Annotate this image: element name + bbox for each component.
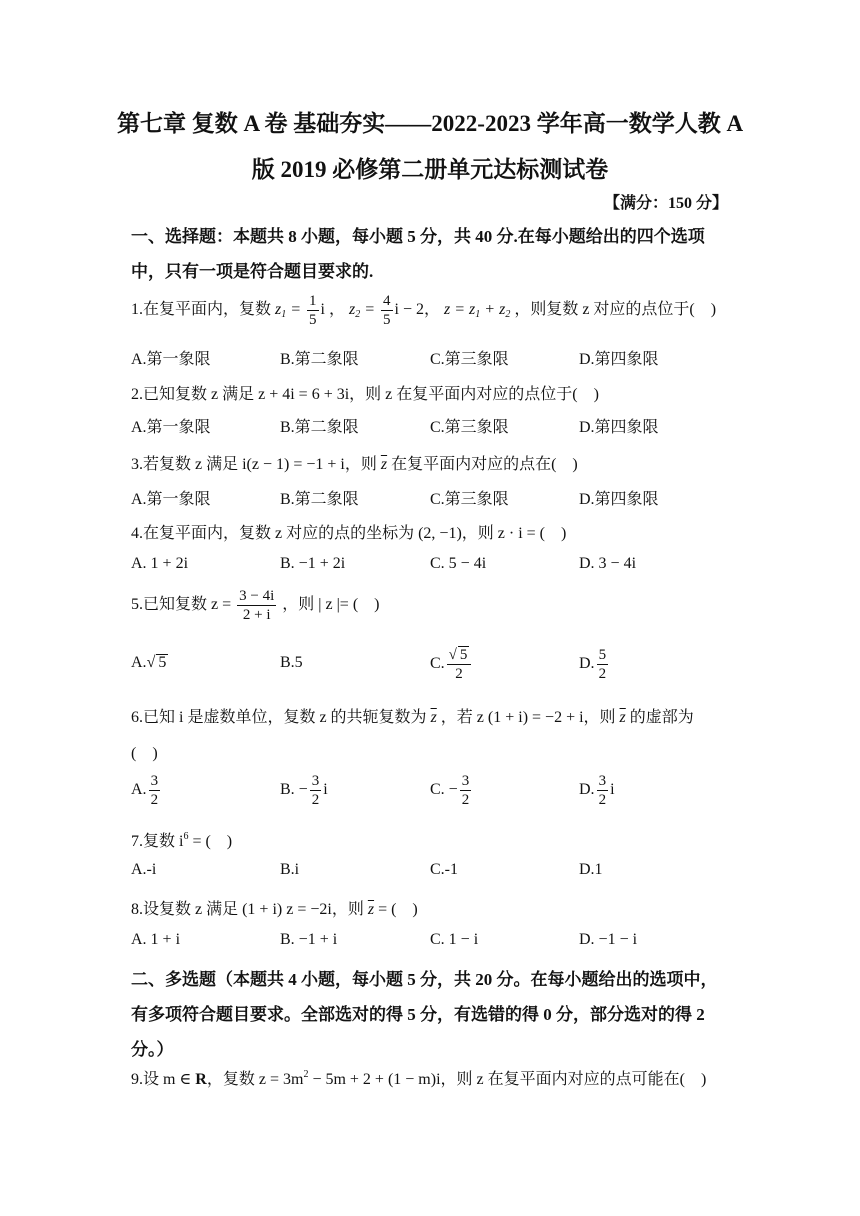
q7-exponent: 6: [183, 831, 189, 842]
q6-option-a[interactable]: A. $\frac{3}{2}$: [131, 773, 159, 808]
q4-option-b[interactable]: B. −1 + 2i: [280, 555, 346, 572]
question-6: [131, 704, 694, 727]
q7-stem-b: = ( ): [188, 833, 233, 850]
q7-option-c[interactable]: C.-1: [430, 861, 458, 878]
q6-options: [131, 772, 731, 814]
q6-stem-line-2: ( ): [131, 745, 158, 762]
q8-option-c[interactable]: C. 1 − i: [430, 931, 479, 948]
question-4: 4.在复平面内，复数 z 对应的点的坐标为 (2, −1)，则 z · i = ( ): [131, 525, 567, 542]
q3-stem-b: 在复平面内对应的点在( ): [391, 456, 578, 473]
q1-stem-b: ，则复数 z 对应的点位于( ): [514, 301, 717, 319]
q1-stem-a: 1.在复平面内，复数: [131, 301, 272, 319]
q7-option-a[interactable]: A.-i: [131, 861, 157, 878]
q7-stem-a: 7.复数 i: [131, 833, 184, 850]
q7-option-b[interactable]: B.i: [280, 861, 300, 878]
q5-stem-b: ，则 | z |= ( ): [282, 596, 380, 614]
q8-options: [131, 931, 731, 957]
q9-stem-c: − 5m + 2 + (1 − m)i，则 z 在复平面内对应的点可能在( ): [308, 1071, 707, 1088]
q9-exponent: 2: [303, 1069, 309, 1080]
document-title-line-2: 版 2019 必修第二册单元达标测试卷: [251, 157, 609, 182]
q1-z2: $z_2$ =: [349, 301, 376, 321]
q6-stem-a: 6.已知 i 是虚数单位，复数 z 的共轭复数为: [131, 709, 427, 726]
q3-option-b[interactable]: B.第二象限: [280, 491, 359, 508]
q3-stem-a: 3.若复数 z 满足 i(z − 1) = −1 + i，则: [131, 456, 377, 473]
q5-fraction: $\frac{3 - 4i}{2 + i}$: [239, 588, 275, 623]
q1-fraction-1: $\frac{1}{5}$: [309, 293, 317, 328]
q8-option-b[interactable]: B. −1 + i: [280, 931, 338, 948]
q7-option-d[interactable]: D.1: [579, 861, 603, 878]
q6-option-b[interactable]: B. − $\frac{3}{2}$ i: [280, 773, 328, 808]
q8-stem-a: 8.设复数 z 满足 (1 + i) z = −2i，则: [131, 901, 364, 918]
q4-option-d[interactable]: D. 3 − 4i: [579, 555, 637, 572]
q2-option-b[interactable]: B.第二象限: [280, 419, 359, 436]
q9-stem-a: 9.设 m ∈: [131, 1071, 196, 1088]
question-8: [131, 896, 418, 919]
q6-option-c[interactable]: C. − $\frac{3}{2}$: [430, 773, 470, 808]
question-3: [131, 451, 578, 474]
q5-option-c[interactable]: C. $\frac{√ 5}{2}$: [430, 646, 473, 683]
q9-real-set: R: [195, 1071, 207, 1088]
document-title-line-1: 第七章 复数 A 卷 基础夯实——2022-2023 学年高一数学人教 A: [116, 111, 744, 136]
q3-option-d[interactable]: D.第四象限: [579, 491, 659, 508]
q8-stem-b: = ( ): [374, 901, 418, 918]
q6-stem-c: 的虚部为: [629, 709, 694, 726]
q6-z-conjugate-2: $\overline{z}$: [619, 709, 626, 726]
q1-z1: $z_1$ =: [275, 301, 302, 321]
question-1: 1.在复平面内，复数 $z_1$ = $\frac{1}{5}$ i ， $z_2$ = $\frac{4}{5}$ i − 2， $z = z_1 + z_2$ ，则复数 z 对应的点位于( ): [131, 293, 717, 328]
q8-option-d[interactable]: D. −1 − i: [579, 931, 638, 948]
q4-option-a[interactable]: A. 1 + 2i: [131, 555, 189, 572]
question-5: [131, 587, 379, 624]
q4-option-c[interactable]: C. 5 − 4i: [430, 555, 487, 572]
q2-options: [131, 414, 731, 440]
q1-option-d[interactable]: D.第四象限: [579, 351, 659, 368]
q1-fraction-2: $\frac{4}{5}$: [383, 293, 391, 328]
q5-option-d[interactable]: D. $\frac{5}{2}$: [579, 647, 607, 682]
q6-stem-b: ，若 z (1 + i) = −2 + i，则: [440, 709, 616, 726]
q3-z-conjugate: $\overline{z}$: [380, 456, 388, 473]
q1-option-b[interactable]: B.第二象限: [280, 351, 359, 368]
q6-z-conjugate: $\overline{z}$: [430, 709, 437, 726]
q8-option-a[interactable]: A. 1 + i: [131, 931, 181, 948]
q7-options: [131, 861, 731, 887]
q1-sum: $z = z_1 + z_2$: [444, 301, 511, 321]
q1-options: [131, 346, 731, 372]
q4-options: [131, 555, 731, 581]
q2-option-c[interactable]: C.第三象限: [430, 419, 509, 436]
q5-stem-a: 5.已知复数 z =: [131, 596, 232, 614]
q8-z-conjugate: $\overline{z}$: [367, 901, 375, 918]
q3-option-a[interactable]: A.第一象限: [131, 491, 211, 508]
q5-options: [131, 646, 731, 688]
q6-option-d[interactable]: D. $\frac{3}{2}$ i: [579, 773, 615, 808]
q2-option-a[interactable]: A.第一象限: [131, 419, 211, 436]
section-2-instructions: 二、多选题（本题共 4 小题，每小题 5 分，共 20 分。在每小题给出的选项中，有多项符合题目要求。全部选对的得 5 分，有选错的得 0 分，部分选对的得 2 分。）: [131, 970, 718, 1059]
question-2: 2.已知复数 z 满足 z + 4i = 6 + 3i，则 z 在复平面内对应的点位于( ): [131, 386, 599, 403]
q3-option-c[interactable]: C.第三象限: [430, 491, 509, 508]
question-7: [131, 828, 232, 851]
q5-option-a[interactable]: A.√ 5: [131, 654, 167, 671]
q9-stem-b: ，复数 z = 3m: [206, 1071, 304, 1088]
q3-options: [131, 486, 731, 512]
total-score: 【满分：150 分】: [603, 195, 728, 212]
q1-option-c[interactable]: C.第三象限: [430, 351, 509, 368]
q2-option-d[interactable]: D.第四象限: [579, 419, 659, 436]
q1-option-a[interactable]: A.第一象限: [131, 351, 211, 368]
section-1-instructions: 一、选择题：本题共 8 小题，每小题 5 分，共 40 分.在每小题给出的四个选项中，只有一项是符合题目要求的.: [131, 227, 705, 281]
question-9: [131, 1066, 706, 1089]
q5-option-b[interactable]: B.5: [280, 654, 303, 671]
